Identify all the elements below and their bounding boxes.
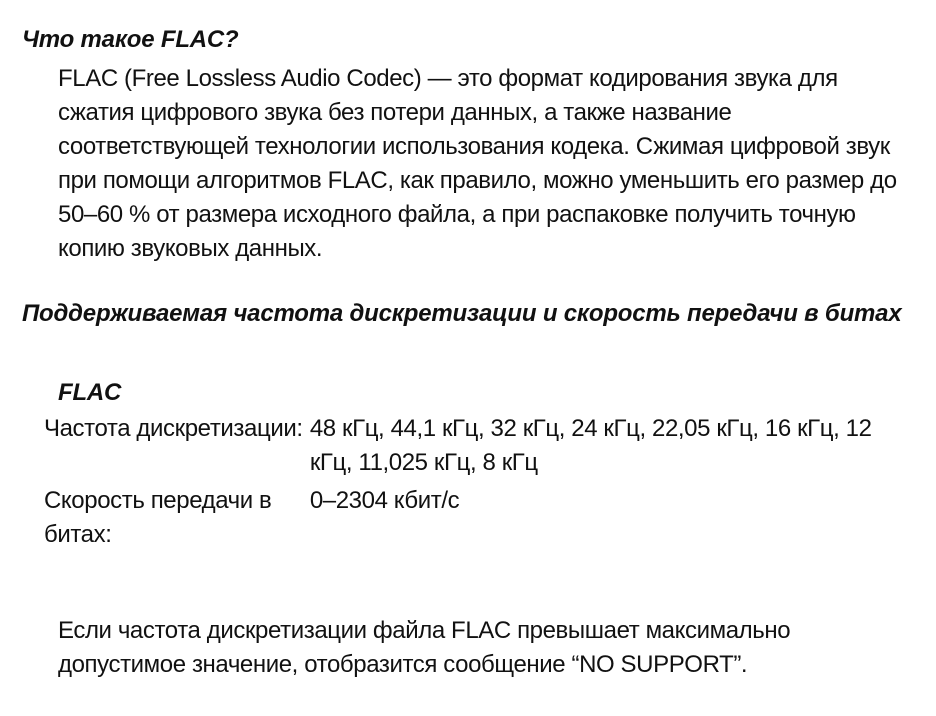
section-heading-what-is-flac: Что такое FLAC? <box>22 26 239 53</box>
sampling-rate-label: Частота дискретизации: <box>44 415 303 442</box>
bitrate-label: Скорость передачи в битах: <box>44 487 272 548</box>
section-heading-supported-rates: Поддерживаемая частота дискретизации и скорость передачи в битах <box>22 300 902 327</box>
bitrate-value: 0–2304 кбит/с <box>309 487 460 514</box>
table-row <box>44 412 914 484</box>
table-row <box>44 484 914 556</box>
no-support-note-paragraph: Если частота дискретизации файла FLAC превышает максимально допустимое значение, отобразится сообщение “NO SUPPORT”. <box>58 617 791 678</box>
sampling-rate-value: 48 кГц, 44,1 кГц, 32 кГц, 24 кГц, 22,05 кГц, 16 кГц, 12 кГц, 11,025 кГц, 8 кГц <box>309 415 872 476</box>
format-subheading: FLAC <box>58 379 122 406</box>
flac-description-paragraph: FLAC (Free Lossless Audio Codec) — это формат кодирования звука для сжатия цифрового звука без потери данных, а также название соответствующей технологии использования кодека. Сжимая цифровой звук при помощи алгоритмов FLAC, как правило, можно уменьшить его размер до 50–60 % от размера исходного файла, а при распаковке получить точную копию звуковых данных. <box>58 65 897 262</box>
spec-table <box>44 412 914 556</box>
